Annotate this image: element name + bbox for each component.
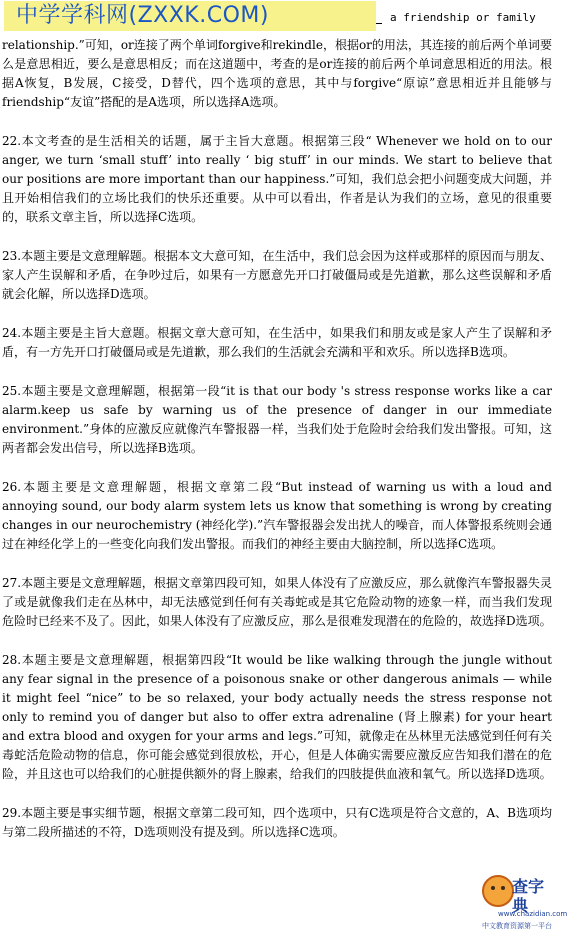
header-continued-text: a friendship or family (390, 11, 536, 24)
watermark-title: 查字典 (512, 877, 545, 915)
site-logo[interactable]: 中学学科网(ZXXK.COM) (4, 1, 376, 31)
watermark-subtitle: 中文教育资源第一平台 (482, 922, 552, 930)
answer-27: 27.本题主要是文意理解题，根据文章第四段可知，如果人体没有了应激反应，那么就像汽车警报器失灵了或是就像我们走在丛林中，却无法感觉到任何有关毒蛇或是其它危险动物的迹象一样，而当我们发现危险时已经来不及了。因此，如果人体没有了应激反应，那么是很难发现潜在的危险的，故选择D选项。 (2, 576, 552, 628)
answer-25: 25.本题主要是文意理解题，根据第一段“it is that our body 's stress response works like a car alarm.keep us safe by warning us of the presence of danger in our immediate environment.”身体的应激反应就像汽车警报器一样，当我们处于危险时会给我们发出警报。可知，这两者都会发出信号，所以选择B选项。 (2, 384, 552, 455)
mascot-icon (482, 875, 514, 907)
answer-28: 28.本题主要是文意理解题，根据第四段“It would be like walking through the jungle without any fear signal in the presence of a poisonous snake or other dangerous animals — while it might feel “nice” to be so relaxed, your body actually needs the stress response not only to remind you of danger but also to offer extra adrenaline (肾上腺素) for your heart and extra blood and oxygen for your arms and legs.”可知，就像走在丛林里无法感觉到任何有关毒蛇活危险动物的信息，你可能会感觉到很放松，开心，但是人体确实需要应激反应告知我们潜在的危险，并且这也可以给我们的心脏提供额外的肾上腺素，给我们的四肢提供血液和氧气。所以选择D选项。 (2, 653, 552, 781)
document-page (2, 0, 552, 862)
page-header (2, 0, 552, 34)
answer-22: 22.本文考查的是生活相关的话题，属于主旨大意题。根据第三段“ Whenever we hold on to our anger, we turn ‘small stuff’ into really ‘ big stuff’ in our minds. We start to believe that our positions are more important than our happiness.”可知，我们总会把小问题变成大问题，并且开始相信我们的立场比我们的快乐还重要。从中可以看出，作者是认为我们的立场，意见的很重要的，联系文章主旨，所以选择C选项。 (2, 134, 552, 224)
answer-24: 24.本题主要是主旨大意题。根据文章大意可知，在生活中，如果我们和朋友或是家人产生了误解和矛盾，有一方先开口打破僵局或是先道歉，那么我们的生活就会充满和平和欢乐。所以选择B选项。 (2, 326, 552, 359)
watermark-url: www.chazidian.com (498, 910, 567, 918)
answer-26: 26.本题主要是文意理解题，根据文章第二段“But instead of warning us with a loud and annoying sound, our body alarm system lets us know that something is wrong by creating changes in our neurochemistry (神经化学).”汽车警报器会发出扰人的噪音，而人体警报系统则会通过在神经化学上的一些变化向我们发出警报。而我们的神经主要由大脑控制，所以选择C选项。 (2, 480, 552, 551)
answer-21-continued: relationship.”可知，or连接了两个单词forgive和rekindle，根据or的用法，其连接的前后两个单词要么是意思相近，要么是意思相反；而在这道题中，考查的是or连接的前后两个单词意思相近的用法。根据A恢复，B发展，C接受，D替代，四个选项的意思，其中与forgive“原谅”意思相近并且能够与friendship“友谊”搭配的是A选项，所以选择A选项。 (2, 38, 552, 109)
answer-23: 23.本题主要是文意理解题。根据本文大意可知，在生活中，我们总会因为这样或那样的原因而与朋友、家人产生误解和矛盾，在争吵过后，如果有一方愿意先开口打破僵局或是先道歉，那么这些误解和矛盾就会化解，所以选择D选项。 (2, 249, 552, 301)
header-underline (376, 23, 382, 24)
chazidian-watermark (476, 873, 567, 931)
answer-29: 29.本题主要是事实细节题，根据文章第二段可知，四个选项中，只有C选项是符合文意的，A、B选项均与第二段所描述的不符，D选项则没有提及到。所以选择C选项。 (2, 806, 552, 839)
